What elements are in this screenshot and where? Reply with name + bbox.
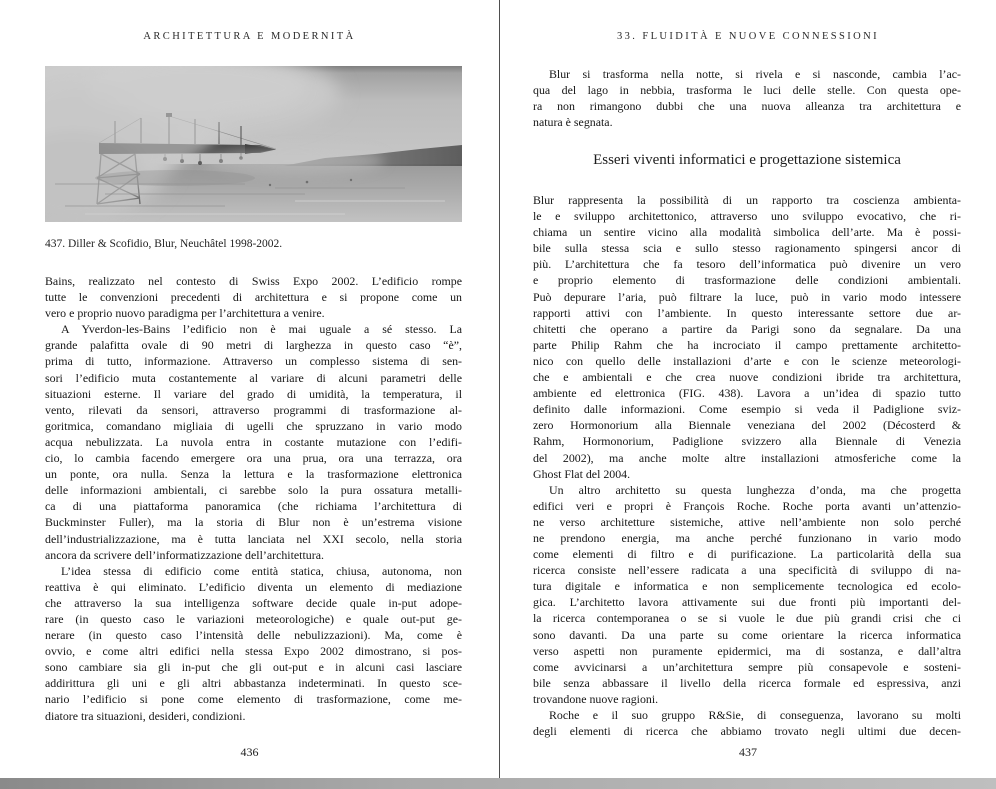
- text-line: sono cambiare sia gli in-put che gli out-put e in alcuni casi lasciare: [45, 660, 462, 675]
- text-line: gica. L’architetto lavora attivamente sui due fronti più importanti del-: [533, 595, 961, 610]
- text-line: L’idea stessa di edificio come entità statica, chiusa, autonoma, non: [61, 563, 462, 578]
- text-line: bile senza abbassare il livello della ricerca formale ed espressiva, anzi: [533, 675, 961, 690]
- text-line: le e sviluppo architettonico, attraverso uno sviluppo evocativo, che ri-: [533, 209, 961, 224]
- section-heading: Esseri viventi informatici e progettazione sistemica: [593, 152, 901, 168]
- text-line: tura digitale e informatica e non semplicemente tecnologica ed ecolo-: [533, 579, 961, 594]
- text-line: reattiva è qui eliminato. L’edificio diventa un elemento di mediazione: [45, 579, 462, 594]
- text-line: che e ambientali e che crea nuove condizioni ibride tra architettura,: [533, 370, 961, 385]
- text-line: del 2002), ma anche molte altre installazioni atmosferiche come la: [533, 450, 961, 465]
- text-line: chitetti che operano a partire da Parigi sono da segnalare. Da una: [533, 321, 961, 336]
- text-line: acqua nebulizzata. La nuvola entra in costante mutazione con l’edifi-: [45, 434, 462, 449]
- text-line: bile sulla stessa scia e sullo stesso ragionamento spingersi ancor di: [533, 241, 961, 256]
- text-line: vento, rilevati da sensori, attraverso programmi di trasformazione al-: [45, 402, 462, 417]
- text-line: ancora da scrivere dell’informatizzazione dell’architettura.: [45, 547, 324, 562]
- right-page: [500, 0, 996, 778]
- page-number-left: 436: [240, 745, 259, 759]
- paragraph: [533, 66, 961, 130]
- paragraph: [533, 482, 961, 707]
- text-line: nico con quello delle installazioni d’arte e con le scienze meteorologi-: [533, 353, 961, 368]
- text-line: e proprio elemento di trasformazione delle condizioni ambientali.: [533, 273, 961, 288]
- text-line: definito dalle informazioni. Come esempio si veda il Padiglione sviz-: [533, 402, 961, 417]
- text-line: ca di una piattaforma panoramica (che richiama l’architettura di: [45, 499, 462, 514]
- text-line: prima di tutto, informazione. Attraverso un complesso sistema di sen-: [45, 354, 462, 369]
- paragraph: [45, 273, 462, 321]
- text-line: zero Hormonorium alla Biennale veneziana del 2002 (Décosterd &: [533, 418, 961, 433]
- text-line: Un altro architetto su questa lunghezza d’onda, ma che progetta: [549, 482, 961, 497]
- text-line: rare (in questo caso le variazioni meteorologiche) e quale out-put ge-: [45, 611, 462, 626]
- text-line: Buckminster Fuller), ma la storia di Blur non è un’estrema visione: [45, 515, 462, 530]
- text-line: ne prendono energia, ma anche perché funzionano in vario modo: [533, 530, 961, 545]
- text-line: nerare (in questo caso l’intensità delle nebulizzazioni). Ma, come è: [45, 628, 462, 643]
- text-line: goritmica, comandano migliaia di ugelli che spruzzano in vario modo: [45, 418, 462, 433]
- blur-photo-illustration: [45, 66, 462, 222]
- text-line: la ricerca contemporanea o se si vuole le due più grandi crisi che ci: [533, 611, 961, 626]
- text-line: addirittura gli uni e gli altri abbastanza indeterminati. In questo sce-: [45, 676, 462, 691]
- text-line: cio, lo cambia facendo emergere ora una prua, ora una terrazza, ora: [45, 451, 462, 466]
- text-line: grande palafitta ovale di 90 metri di larghezza in questo caso “è”,: [45, 338, 462, 353]
- text-line: ra non rimangono dubbi che una nuova alleanza tra architettura e: [533, 99, 961, 114]
- text-line: vero e proprio nuovo paradigma per l’architettura a venire.: [45, 306, 325, 321]
- text-line: ambiente ed elettronica (FIG. 438). Lavora a un’idea di spazio tutto: [533, 386, 961, 401]
- photo-mist-trail: [205, 147, 385, 175]
- paragraph: [45, 563, 462, 724]
- text-line: degli elementi di ricerca che abbiamo trovato negli ultimi due decen-: [533, 724, 961, 739]
- text-line: parte Philip Rahm che ha incrociato il campo prettamente architetto-: [533, 337, 961, 352]
- text-line: chiama un sentire vicino alla modalità simbolica dell’arte. Ma è possi-: [533, 225, 961, 240]
- text-line: Roche e il suo gruppo R&Sie, di conseguenza, lavorano su molti: [549, 708, 961, 722]
- body-text-left: [45, 273, 462, 724]
- text-line: dell’industrializzazione, ma è tutta lanciata nel XXI secolo, nella storia: [45, 531, 462, 546]
- blur-building-photo: [45, 66, 462, 222]
- text-line: Può depurare l’aria, può filtrare la luce, può in vario modo intessere: [533, 289, 961, 304]
- running-head-left: ARCHITETTURA E MODERNITÀ: [143, 31, 356, 42]
- text-line: qua del lago in nebbia, trasforma le luci delle stelle. Con questa ope-: [533, 83, 961, 98]
- text-line: sono davanti. Da una parte su come orientare la ricerca informatica: [533, 627, 961, 642]
- text-line: situazioni esterne. Il variare del grado di umidità, la temperatura, il: [45, 386, 462, 401]
- page-gutter-divider: [499, 0, 500, 789]
- text-line: tutte le convenzioni precedenti di architettura e si propone come un: [45, 290, 462, 305]
- text-line: come avvicinarsi a un’architettura sempre più consapevole e sosteni-: [533, 659, 961, 674]
- text-line: Blur rappresenta la possibilità di un rapporto tra coscienza ambienta-: [533, 193, 961, 207]
- text-line: delle informazioni ambientali, ci sarebbe solo la pura ossatura metalli-: [45, 483, 462, 498]
- paragraph: [533, 707, 961, 739]
- text-line: rapporti attivi con l’ambiente. In questo interessante settore due ar-: [533, 305, 961, 320]
- text-line: trovandone nuove ragioni.: [533, 691, 659, 706]
- text-line: diatore tra situazioni, desideri, condizioni.: [45, 708, 246, 723]
- text-line: Bains, realizzato nel contesto di Swiss Expo 2002. L’edificio rompe: [45, 274, 462, 288]
- text-line: A Yverdon-les-Bains l’edificio non è mai uguale a sé stesso. La: [61, 322, 462, 337]
- text-line: un ponte, ora nulla. Senza la lettura e la trasformazione elettronica: [45, 467, 462, 482]
- scan-bottom-edge: [0, 778, 996, 789]
- running-head-right: 33. FLUIDITÀ E NUOVE CONNESSIONI: [617, 31, 879, 42]
- body-text-right-intro: [533, 66, 961, 130]
- figure-caption: 437. Diller & Scofidio, Blur, Neuchâtel 1998-2002.: [45, 238, 283, 250]
- text-line: nario l’edificio si pone come elemento di trasformazione, come me-: [45, 692, 462, 707]
- text-line: che attraverso la sua intelligenza software decide quale in-put adope-: [45, 595, 462, 610]
- text-line: verso aspetti non puramente epidermici, ma di sostanza, e dall’altra: [533, 643, 961, 658]
- page-number-right: 437: [739, 745, 757, 759]
- paragraph: [45, 321, 462, 562]
- text-line: Ghost Flat del 2004.: [533, 466, 631, 481]
- text-line: Rahm, Hormonorium, Padiglione svizzero alla Biennale di Venezia: [533, 434, 961, 449]
- text-line: ricerca consiste nell’essere radicata a una specificità di sviluppo di na-: [533, 563, 961, 578]
- text-line: edifici veri e propri è François Roche. Roche porta avanti un’attenzio-: [533, 498, 961, 513]
- text-line: come elementi di filtro e di purificazione. La particolarità della sua: [533, 547, 961, 562]
- text-line: natura è segnata.: [533, 115, 613, 130]
- text-line: ovvio, e come altri edifici nella stessa Expo 2002 dimostrano, si pos-: [45, 644, 462, 659]
- text-line: Blur si trasforma nella notte, si rivela e si nasconde, cambia l’ac-: [549, 67, 961, 81]
- text-line: ne verso architetture sistemiche, attive nell’ambiente non solo perché: [533, 514, 961, 529]
- left-page: [0, 0, 499, 778]
- text-line: sori l’edificio muta costantemente al variare di alcuni parametri delle: [45, 370, 462, 385]
- body-text-right-section: [533, 192, 961, 739]
- paragraph: [533, 192, 961, 482]
- text-line: più. L’architettura che fa tesoro dell’informatica può divenire un vero: [533, 257, 961, 272]
